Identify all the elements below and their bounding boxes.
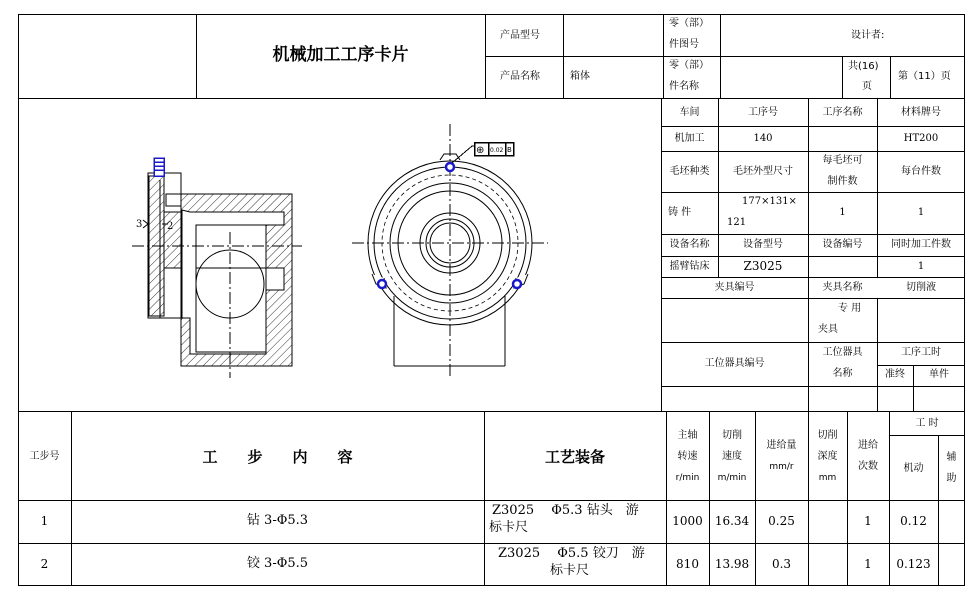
step-2-content: 铰 3-Φ5.5 — [246, 556, 309, 571]
aux-time-header-2: 助 — [946, 473, 957, 484]
feed-header-1: 进给量 — [766, 440, 797, 451]
section-view — [132, 158, 302, 378]
workshop-value: 机加工 — [674, 133, 705, 144]
pieces-per-blank-label-2: 制件数 — [827, 176, 858, 187]
prep-end-label: 准终 — [885, 369, 905, 380]
hole-right — [513, 280, 521, 288]
part-name-label-2: 件名称 — [669, 81, 699, 92]
step-2-speed: 810 — [676, 557, 699, 571]
blank-size-value-1: 177×131× — [742, 196, 797, 207]
equipment-model-value: Z3025 — [743, 259, 783, 273]
step-2-machine-time: 0.123 — [896, 557, 931, 571]
hole-left — [378, 280, 386, 288]
station-tool-no-label: 工位器具编号 — [704, 358, 765, 369]
part-name-label-1: 零（部） — [669, 60, 709, 71]
equipment-name-label: 设备名称 — [669, 239, 710, 250]
fixture-no-label: 夹具编号 — [714, 282, 755, 293]
spindle-speed-header-3: r/min — [675, 473, 700, 483]
workshop-label: 车间 — [679, 107, 700, 118]
unit-time-label: 单件 — [929, 369, 949, 380]
step-1-no: 1 — [40, 514, 49, 528]
cutting-speed-header-1: 切削 — [722, 430, 742, 441]
equipment-name-value: 摇臂钻床 — [669, 261, 710, 272]
fixture-name-label: 夹具名称 — [822, 282, 863, 293]
machine-time-header: 机动 — [903, 463, 924, 474]
step-2-equipment-1: Z3025 Φ5.5 铰刀 游 — [498, 546, 645, 561]
passes-header-1: 进给 — [858, 440, 878, 451]
coolant-label: 切削液 — [906, 282, 936, 293]
section-label-3: 3 — [136, 219, 143, 230]
step-no-header: 工步号 — [29, 451, 60, 462]
step-1-machine-time: 0.12 — [900, 514, 927, 528]
section-label-2: 2 — [167, 221, 174, 232]
blank-type-label: 毛坯种类 — [669, 166, 710, 177]
designer-label: 设计者: — [851, 30, 885, 41]
tolerance-value: 0.02 — [490, 147, 504, 154]
step-1-cutting-speed: 16.34 — [714, 514, 750, 528]
product-name-value: 箱体 — [570, 71, 590, 82]
depth-header-3: mm — [818, 473, 837, 483]
card-title: 机械加工工序卡片 — [272, 45, 409, 65]
spindle-speed-header-1: 主轴 — [677, 430, 698, 441]
simultaneous-value: 1 — [917, 261, 925, 272]
dedicated-fixture-label-2: 夹具 — [818, 324, 838, 335]
material-label: 材料牌号 — [901, 107, 941, 118]
cutting-speed-header-2: 速度 — [722, 451, 742, 462]
blank-size-label: 毛坯外型尺寸 — [733, 166, 793, 177]
passes-header-2: 次数 — [858, 461, 878, 472]
equipment-no-label: 设备编号 — [822, 239, 863, 250]
operation-no-value: 140 — [753, 133, 773, 144]
page-no: 第（11）页 — [898, 71, 951, 82]
tolerance-datum: B — [507, 146, 512, 154]
step-1-content: 钻 3-Φ5.3 — [246, 513, 309, 528]
tolerance-symbol: ⊕ — [476, 145, 485, 156]
step-2-no: 2 — [40, 557, 49, 571]
equipment-model-label: 设备型号 — [743, 239, 783, 250]
product-model-label: 产品型号 — [500, 30, 540, 41]
spindle-speed-header-2: 转速 — [677, 451, 698, 462]
operation-time-label: 工序工时 — [901, 347, 941, 358]
pieces-per-blank-value: 1 — [839, 207, 846, 218]
step-1-passes: 1 — [864, 514, 872, 528]
material-value: HT200 — [903, 133, 939, 144]
station-tool-name-label-1: 工位器具 — [822, 347, 863, 358]
cutting-speed-header-3: m/min — [717, 473, 747, 483]
step-2-passes: 1 — [864, 557, 872, 571]
part-drawing-no-label-1: 零（部） — [669, 18, 709, 29]
part-drawing-no-label-2: 件图号 — [669, 39, 699, 50]
pieces-per-unit-value: 1 — [917, 207, 925, 218]
depth-header-1: 切削 — [817, 430, 838, 441]
step-content-header: 工 步 内 容 — [202, 448, 353, 466]
total-pages-2: 页 — [862, 81, 872, 92]
step-1-equipment-2: 标卡尺 — [489, 520, 529, 535]
step-2-feed: 0.3 — [771, 557, 792, 571]
depth-header-2: 深度 — [817, 451, 838, 462]
hole-top — [446, 163, 454, 171]
pieces-per-unit-label: 每台件数 — [901, 166, 941, 177]
feed-header-2: mm/r — [769, 462, 794, 472]
operation-no-label: 工序号 — [748, 107, 778, 118]
step-1-feed: 0.25 — [768, 514, 795, 528]
dedicated-fixture-label-1: 专 用 — [838, 303, 862, 314]
step-2-equipment-2: 标卡尺 — [550, 563, 590, 578]
blank-size-value-2: 121 — [727, 217, 747, 228]
product-name-label: 产品名称 — [500, 71, 540, 82]
equipment-header: 工艺装备 — [544, 448, 605, 466]
aux-time-header-1: 辅 — [946, 452, 957, 463]
hours-header: 工 时 — [915, 418, 939, 429]
step-1-equipment-1: Z3025 Φ5.3 钻头 游 — [492, 503, 639, 518]
total-pages-1: 共(16) — [848, 61, 879, 72]
pieces-per-blank-label-1: 每毛坯可 — [822, 155, 863, 166]
step-1-speed: 1000 — [672, 514, 703, 528]
simultaneous-label: 同时加工件数 — [891, 239, 951, 250]
station-tool-name-label-2: 名称 — [832, 368, 853, 379]
step-2-cutting-speed: 13.98 — [714, 557, 750, 571]
blank-type-value: 铸 件 — [668, 207, 692, 218]
operation-name-label: 工序名称 — [822, 107, 863, 118]
